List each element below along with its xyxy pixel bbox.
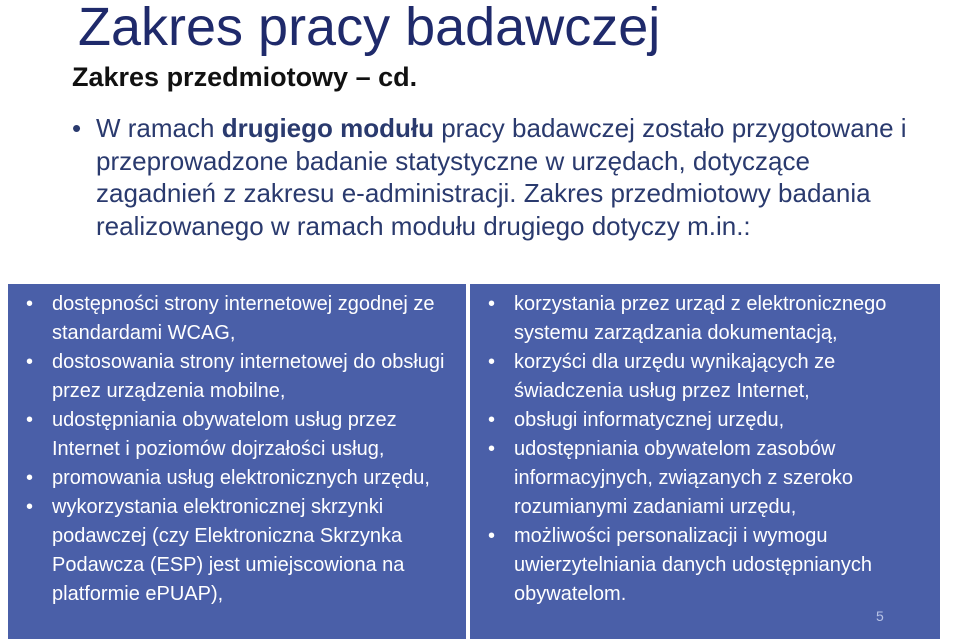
left-topics-list <box>26 290 458 609</box>
list-item <box>488 290 932 348</box>
page-number: 5 <box>876 608 884 624</box>
list-item <box>488 406 932 435</box>
list-item-text: udostępniania obywatelom usług przez Internet i poziomów dojrzałości usług, <box>52 409 397 460</box>
list-item-text: promowania usług elektronicznych urzędu, <box>52 467 430 489</box>
bullet-icon: • <box>488 525 496 547</box>
list-item-text: udostępniania obywatelom zasobów informacyjnych, związanych z szeroko rozumianymi zadaniami urzędu, <box>514 438 854 518</box>
bullet-icon: • <box>26 293 34 315</box>
list-item <box>488 348 932 406</box>
slide-title: Zakres pracy badawczej <box>78 0 661 57</box>
list-item-text: obsługi informatycznej urzędu, <box>514 409 785 431</box>
list-item <box>26 406 458 464</box>
bullet-icon: • <box>488 351 496 373</box>
list-item <box>26 464 458 493</box>
left-topics-box <box>8 284 466 639</box>
list-item <box>26 290 458 348</box>
slide-subtitle: Zakres przedmiotowy – cd. <box>72 62 418 92</box>
list-item-text: dostępności strony internetowej zgodnej ze standardami WCAG, <box>52 293 435 344</box>
right-topics-list <box>488 290 932 609</box>
intro-suffix: pracy badawczej zostało przygotowane i przeprowadzone badanie statystyczne w urzędach, dotyczące zagadnień z zakresu e-administracji. Zakres przedmiotowy badania realizowanego w ramach modułu drugiego dotyczy m.in.: <box>96 113 907 241</box>
bullet-icon: • <box>488 438 496 460</box>
bullet-icon: • <box>488 409 496 431</box>
intro-prefix: W ramach <box>96 113 222 143</box>
bullet-icon: • <box>488 293 496 315</box>
bullet-icon: • <box>26 467 34 489</box>
list-item-text: możliwości personalizacji i wymogu uwierzytelniania danych udostępnianych obywatelom. <box>514 525 873 605</box>
bullet-icon: • <box>26 409 34 431</box>
right-topics-box <box>470 284 940 639</box>
bullet-icon: • <box>26 496 34 518</box>
list-item-text: korzyści dla urzędu wynikających ze świadczenia usług przez Internet, <box>514 351 836 402</box>
list-item-text: wykorzystania elektronicznej skrzynki podawczej (czy Elektroniczna Skrzynka Podawcza (ESP) jest umiejscowiona na platformie ePUAP), <box>52 496 405 605</box>
list-item <box>26 348 458 406</box>
list-item <box>488 522 932 609</box>
list-item <box>488 435 932 522</box>
bullet-icon: • <box>26 351 34 373</box>
list-item <box>26 493 458 609</box>
list-item-text: dostosowania strony internetowej do obsługi przez urządzenia mobilne, <box>52 351 445 402</box>
intro-bold: drugiego modułu <box>221 113 434 143</box>
intro-bullet: • <box>72 113 82 143</box>
list-item-text: korzystania przez urząd z elektronicznego systemu zarządzania dokumentacją, <box>514 293 887 344</box>
intro-paragraph <box>96 112 936 242</box>
